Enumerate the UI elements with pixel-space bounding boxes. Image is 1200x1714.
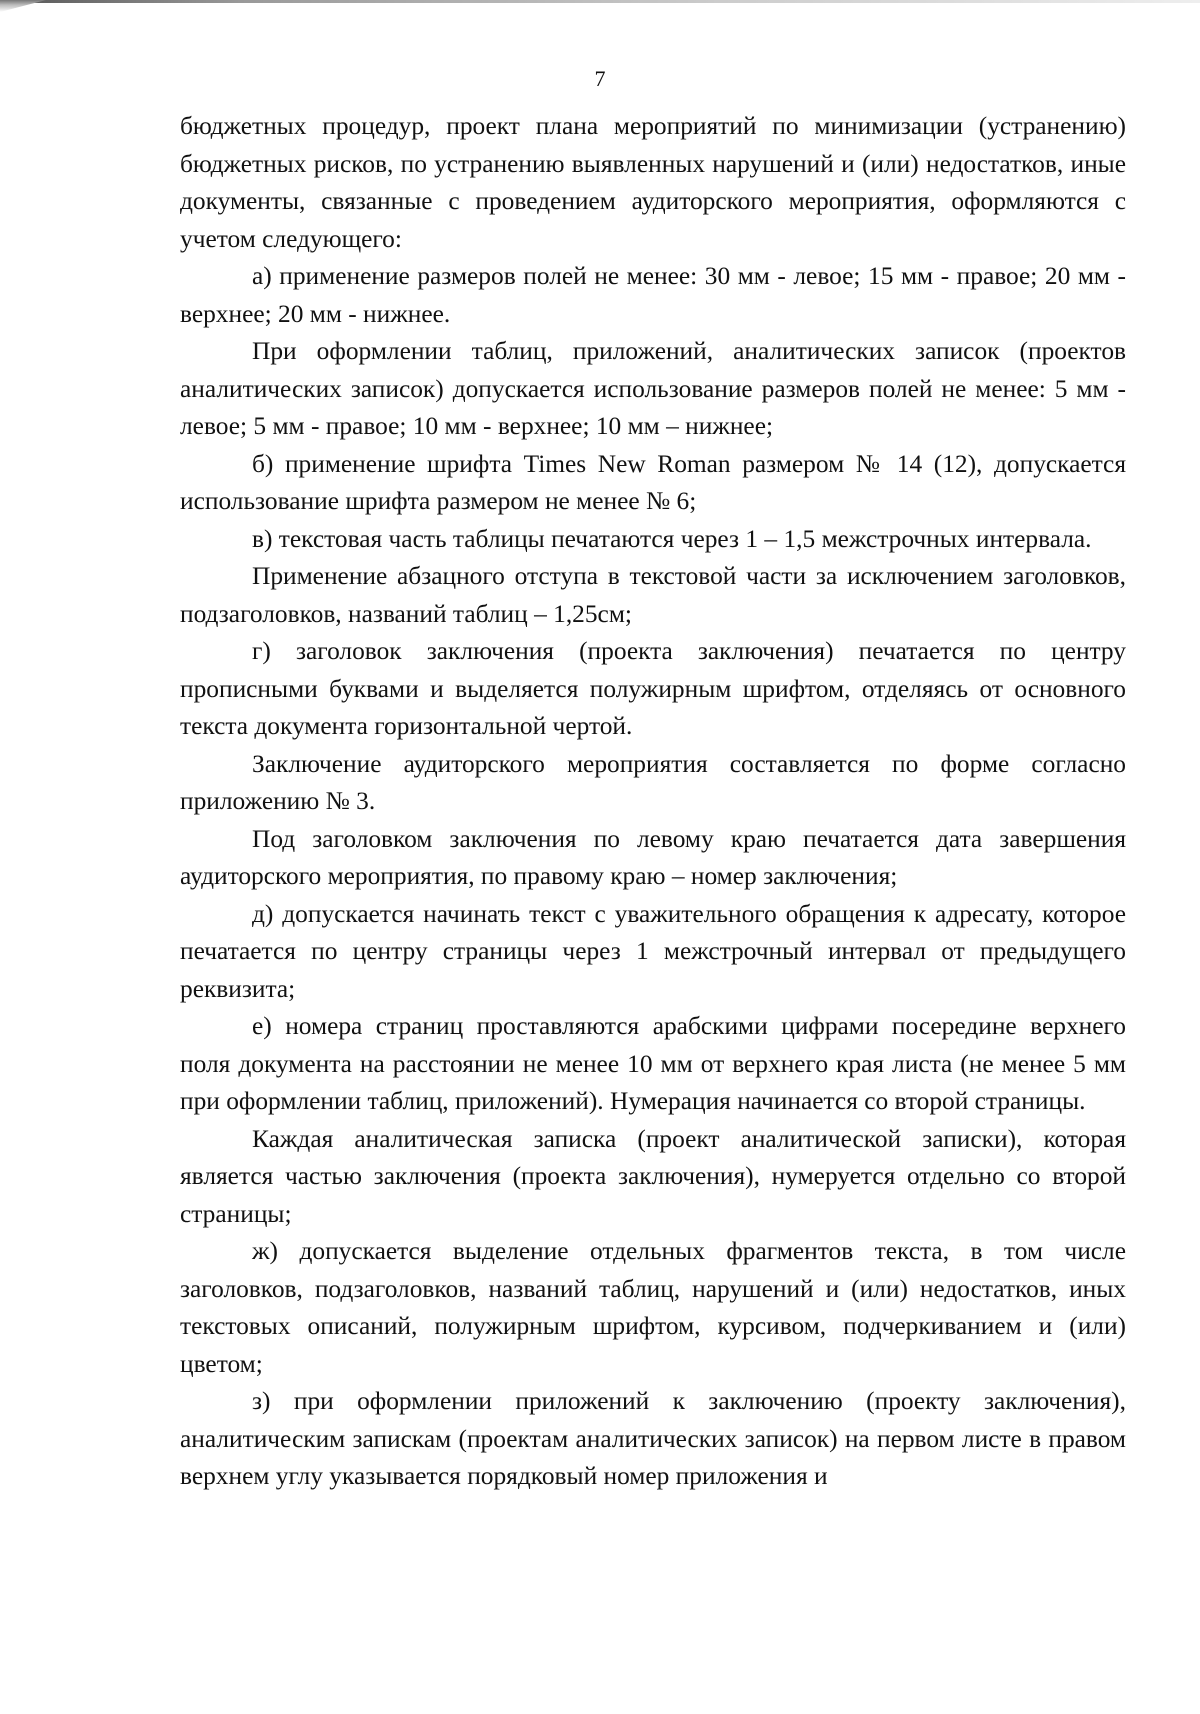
paragraph-conclusion-form: Заключение аудиторского мероприятия составляется по форме согласно приложению № 3.	[180, 749, 1126, 815]
paragraph-item-g: г) заголовок заключения (проекта заключения) печатается по центру прописными буквами и выделяется полужирным шрифтом, отделяясь от основного текста документа горизонтальной чертой.	[180, 637, 1126, 740]
paragraph-date-number: Под заголовком заключения по левому краю печатается дата завершения аудиторского мероприятия, по правому краю – номер заключения;	[180, 824, 1126, 890]
paragraph-item-d: д) допускается начинать текст с уважительного обращения к адресату, которое печатается по центру страницы через 1 межстрочный интервал от предыдущего реквизита;	[180, 899, 1126, 1003]
page-number: 7	[594, 66, 606, 91]
scan-edge	[0, 0, 1200, 3]
scan-corner-mark	[0, 0, 46, 12]
paragraph-item-b: б) применение шрифта Times New Roman размером № 14 (12), допускается использование шрифта размером не менее № 6;	[180, 449, 1126, 515]
paragraph-indent: Применение абзацного отступа в текстовой части за исключением заголовков, подзаголовков, названий таблиц – 1,25см;	[180, 562, 1126, 628]
paragraph-item-e: е) номера страниц проставляются арабскими цифрами посередине верхнего поля документа на расстоянии не менее 10 мм от верхнего края листа (не менее 5 мм при оформлении таблиц, приложений). Нумерация начинается со второй страницы.	[180, 1012, 1126, 1115]
paragraph-item-zh: ж) допускается выделение отдельных фрагментов текста, в том числе заголовков, подзаголовков, названий таблиц, нарушений и (или) недостатков, иных текстовых описаний, полужирным шрифтом, курсивом, подчеркиванием и (или) цветом;	[180, 1237, 1126, 1378]
document-body	[180, 108, 1126, 1496]
paragraph-analytical-note: Каждая аналитическая записка (проект аналитической записки), которая является частью заключения (проекта заключения), нумеруется отдельно со второй страницы;	[180, 1124, 1126, 1228]
paragraph-continuation: бюджетных процедур, проект плана мероприятий по минимизации (устранению) бюджетных рисков, по устранению выявленных нарушений и (или) недостатков, иные документы, связанные с проведением аудиторского мероприятия, оформляются с учетом следующего:	[180, 112, 1126, 253]
paragraph-item-v: в) текстовая часть таблицы печатаются через 1 – 1,5 межстрочных интервала.	[252, 524, 1092, 553]
paragraph-item-z: з) при оформлении приложений к заключению (проекту заключения), аналитическим запискам (проектам аналитических записок) на первом листе в правом верхнем углу указывается порядковый номер приложения и	[180, 1387, 1126, 1490]
paragraph-tables-margins: При оформлении таблиц, приложений, аналитических записок (проектов аналитических записок) допускается использование размеров полей не менее: 5 мм - левое; 5 мм - правое; 10 мм - верхнее; 10 мм – нижнее;	[180, 337, 1126, 440]
paragraph-item-a: а) применение размеров полей не менее: 30 мм - левое; 15 мм - правое; 20 мм - верхнее; 20 мм - нижнее.	[180, 262, 1126, 328]
